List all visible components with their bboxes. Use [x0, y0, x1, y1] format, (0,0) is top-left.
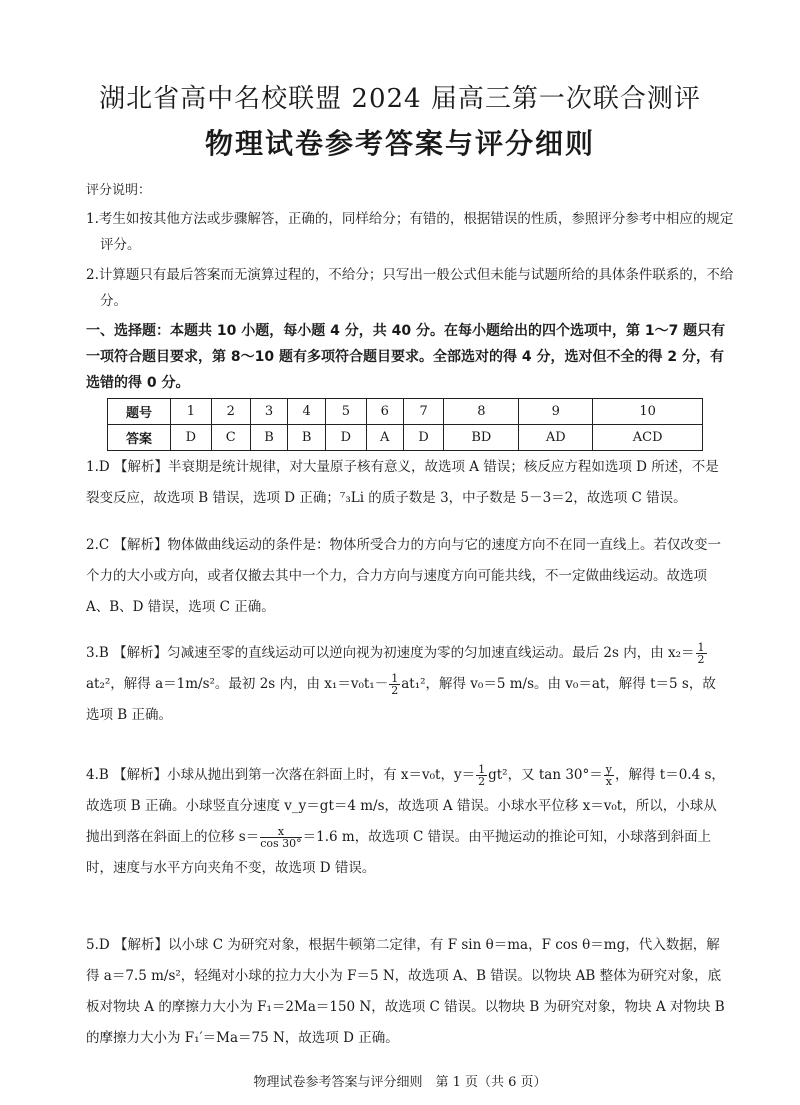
table-cell-answer: A — [366, 425, 403, 451]
fraction-half — [696, 642, 707, 665]
explanation-1-head: 1.D 【解析】 — [86, 459, 168, 475]
explanation-3-head: 3.B 【解析】 — [86, 645, 168, 661]
table-cell-number: 6 — [366, 399, 403, 425]
table-cell-number: 5 — [326, 399, 367, 425]
table-header-number: 题号 — [108, 399, 171, 425]
answer-table-answer-row — [108, 425, 703, 451]
table-cell-number: 8 — [444, 399, 519, 425]
explanation-2-head: 2.C 【解析】 — [86, 537, 168, 553]
fraction-numerator: 1 — [391, 672, 399, 685]
explanation-4-head: 4.B 【解析】 — [86, 767, 168, 783]
table-cell-number: 1 — [171, 399, 212, 425]
table-cell-number: 2 — [211, 399, 250, 425]
fraction-numerator: 1 — [478, 763, 486, 776]
table-cell-number: 7 — [403, 399, 444, 425]
fraction-numerator: x — [260, 826, 301, 838]
fraction-denominator: 2 — [391, 684, 399, 697]
scoring-note-2: 2.计算题只有最后答案而无演算过程的，不给分；只写出一般公式但未能与试题所给的具体条件联系的，不给分。 — [86, 267, 734, 309]
section-1-heading: 一、选择题：本题共 10 小题，每小题 4 分，共 40 分。在每小题给出的四个选项中，第 1～7 题只有一项符合题目要求，第 8～10 题有多项符合题目要求。全部选对的得 4 分，选对但不全的得 2 分，有选错的得 0 分。 — [86, 323, 726, 391]
fraction-denominator: 2 — [697, 653, 705, 666]
explanation-3-text-1: 匀减速至零的直线运动可以逆向视为初速度为零的匀加速直线运动。最后 2s 内，由 x₂＝ — [167, 645, 695, 661]
fraction-numerator: 1 — [697, 641, 705, 654]
explanation-4-text-4: ＝1.6 m，故选项 C 错误。由平抛运动的推论可知，小球落到斜面上时，速度与水平方向夹角不变，故选项 D 错误。 — [86, 829, 712, 876]
answer-table-number-row — [108, 399, 703, 425]
table-cell-answer: D — [326, 425, 367, 451]
explanation-4-text-3: ，解得 t＝0.4 s，故选项 B 正确。小球竖直分速度 v_y＝gt＝4 m/s，故选项 A 错误。小球水平位移 x＝v₀t，所以，小球从抛出到落在斜面上的位移 s＝ — [86, 767, 725, 845]
scoring-note-1: 1.考生如按其他方法或步骤解答，正确的，同样给分；有错的，根据错误的性质，参照评分参考中相应的规定评分。 — [86, 211, 734, 253]
fraction-y-over-x — [604, 764, 614, 787]
explanation-1-text: 半衰期是统计规律，对大量原子核有意义，故选项 A 错误；核反应方程如选项 D 所述，不是裂变反应，故选项 B 错误，选项 D 正确；⁷₃Li 的质子数是 3，中子数是 5－3＝2，故选项 C 错误。 — [86, 459, 719, 506]
table-cell-number: 10 — [593, 399, 703, 425]
explanation-4 — [86, 760, 726, 884]
table-cell-number: 4 — [288, 399, 326, 425]
table-cell-answer: ACD — [593, 425, 703, 451]
table-cell-answer: B — [288, 425, 326, 451]
table-cell-answer: D — [171, 425, 212, 451]
table-cell-number: 9 — [519, 399, 593, 425]
explanation-5-text: 以小球 C 为研究对象，根据牛顿第二定律，有 F sin θ＝ma，F cos θ＝mg，代入数据，解得 a＝7.5 m/s²，轻绳对小球的拉力大小为 F＝5 N，故选项 A、B 错误。以物块 AB 整体为研究对象，底板对物块 A 的摩擦力大小为 F₁＝2Ma＝150 N，故选项 C 错误。以物块 B 为研究对象，物块 A 对物块 B 的摩擦力大小为 F₁′＝Ma＝75 N，故选项 D 正确。 — [86, 937, 725, 1046]
table-cell-number: 3 — [250, 399, 288, 425]
doc-title-main: 湖北省高中名校联盟 2024 届高三第一次联合测评 — [99, 84, 701, 114]
explanation-4-text-1: 小球从抛出到第一次落在斜面上时，有 x＝v₀t，y＝ — [167, 767, 476, 783]
fraction-half — [389, 673, 400, 696]
answer-table — [107, 398, 703, 451]
doc-title-sub: 物理试卷参考答案与评分细则 — [204, 127, 595, 160]
table-cell-answer: AD — [519, 425, 593, 451]
explanation-2-text: 物体做曲线运动的条件是：物体所受合力的方向与它的速度方向不在同一直线上。若仅改变一个力的大小或方向，或者仅撤去其中一个力，合力方向与速度方向可能共线，不一定做曲线运动。故选项 A、B、D 错误，选项 C 正确。 — [86, 537, 722, 615]
table-cell-answer: B — [250, 425, 288, 451]
explanation-3-text-3: at₁²，解得 v₀＝5 m/s。由 v₀＝at，解得 t＝5 s，故选项 B 正确。 — [86, 676, 716, 723]
table-header-answer: 答案 — [108, 425, 171, 451]
fraction-denominator: cos 30° — [260, 837, 302, 850]
fraction-denominator: 2 — [478, 775, 486, 788]
table-cell-answer: D — [403, 425, 444, 451]
table-cell-answer: BD — [444, 425, 519, 451]
page-footer: 物理试卷参考答案与评分细则 第 1 页（共 6 页） — [253, 1075, 547, 1090]
table-cell-answer: C — [211, 425, 250, 451]
fraction-half — [476, 764, 487, 787]
scoring-notes-label: 评分说明： — [86, 183, 152, 198]
explanation-1 — [86, 452, 726, 514]
fraction-numerator: y — [605, 763, 612, 776]
explanation-5-head: 5.D 【解析】 — [86, 937, 168, 953]
explanation-3-text-2: at₂²，解得 a＝1m/s²。最初 2s 内，由 x₁＝v₀t₁－ — [86, 676, 389, 692]
explanation-3 — [86, 638, 726, 731]
explanation-4-text-2: gt²，又 tan 30°＝ — [488, 767, 603, 783]
explanation-5 — [86, 930, 726, 1054]
fraction-denominator: x — [605, 775, 612, 788]
explanation-2 — [86, 530, 726, 623]
fraction-x-over-cos — [260, 826, 301, 849]
